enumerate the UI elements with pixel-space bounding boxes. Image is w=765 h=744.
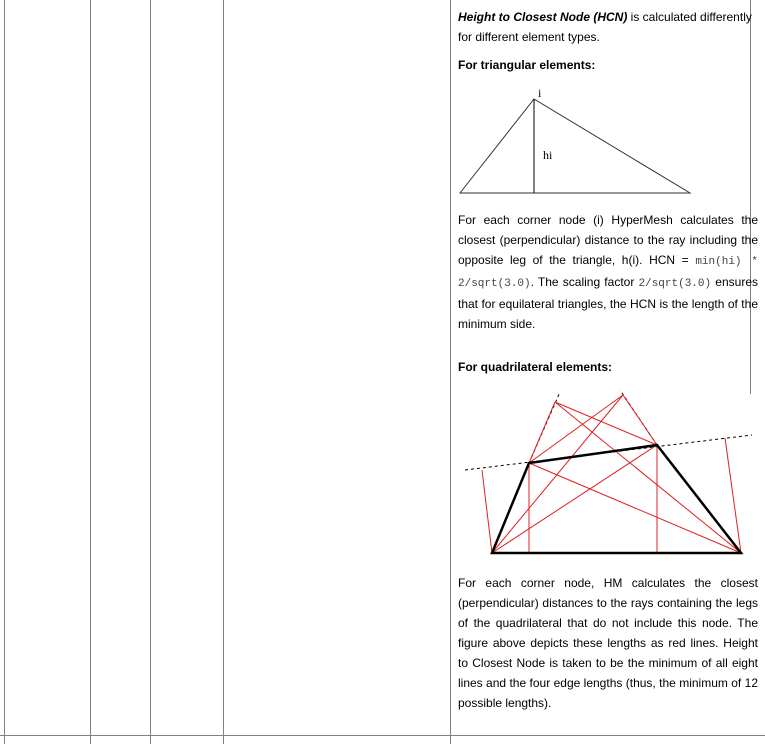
table-border-col3 [223,0,224,744]
intro-text [458,7,758,47]
intro-rest: is calculated differently for different element types. [458,10,752,44]
triangular-paragraph [458,210,758,334]
triangular-text-2: . The scaling factor [530,275,639,289]
table-border-right [750,0,751,394]
quadrilateral-figure [460,390,755,570]
table-border-col2 [150,0,151,744]
triangle-outline [460,99,690,193]
hcn-term: Height to Closest Node (HCN) [458,10,628,24]
triangular-heading: For triangular elements: [458,58,596,72]
table-border-left [4,0,5,744]
triangle-height-label: hi [543,148,553,162]
table-row-divider [0,735,765,736]
scaling-factor-code: 2/sqrt(3.0) [638,278,712,290]
red-distance-lines [482,395,741,553]
table-border-col1 [90,0,91,744]
triangular-text-1: For each corner node (i) HyperMesh calculates the closest (perpendicular) distance to the ray including the opposite leg of the triangle, h(i). HCN = [458,213,758,267]
hcn-formula: min(hi) * 2/sqrt(3.0) [458,256,758,290]
quadrilateral-paragraph: For each corner node, HM calculates the closest (perpendicular) distances to the rays containing the legs of the quadrilateral that do not include this node. The figure above depicts these lengths as red lines. Height to Closest Node is taken to be the minimum of all eight lines and the four edge lengths (thus, the minimum of 12 possible lengths). [458,576,758,710]
triangular-text-3: ensures that for equilateral triangles, the HCN is the length of the minimum side. [458,275,758,331]
quadrilateral-heading: For quadrilateral elements: [458,360,613,374]
table-border-col4 [450,0,451,744]
triangle-figure [458,85,698,200]
triangle-node-label: i [538,86,542,100]
